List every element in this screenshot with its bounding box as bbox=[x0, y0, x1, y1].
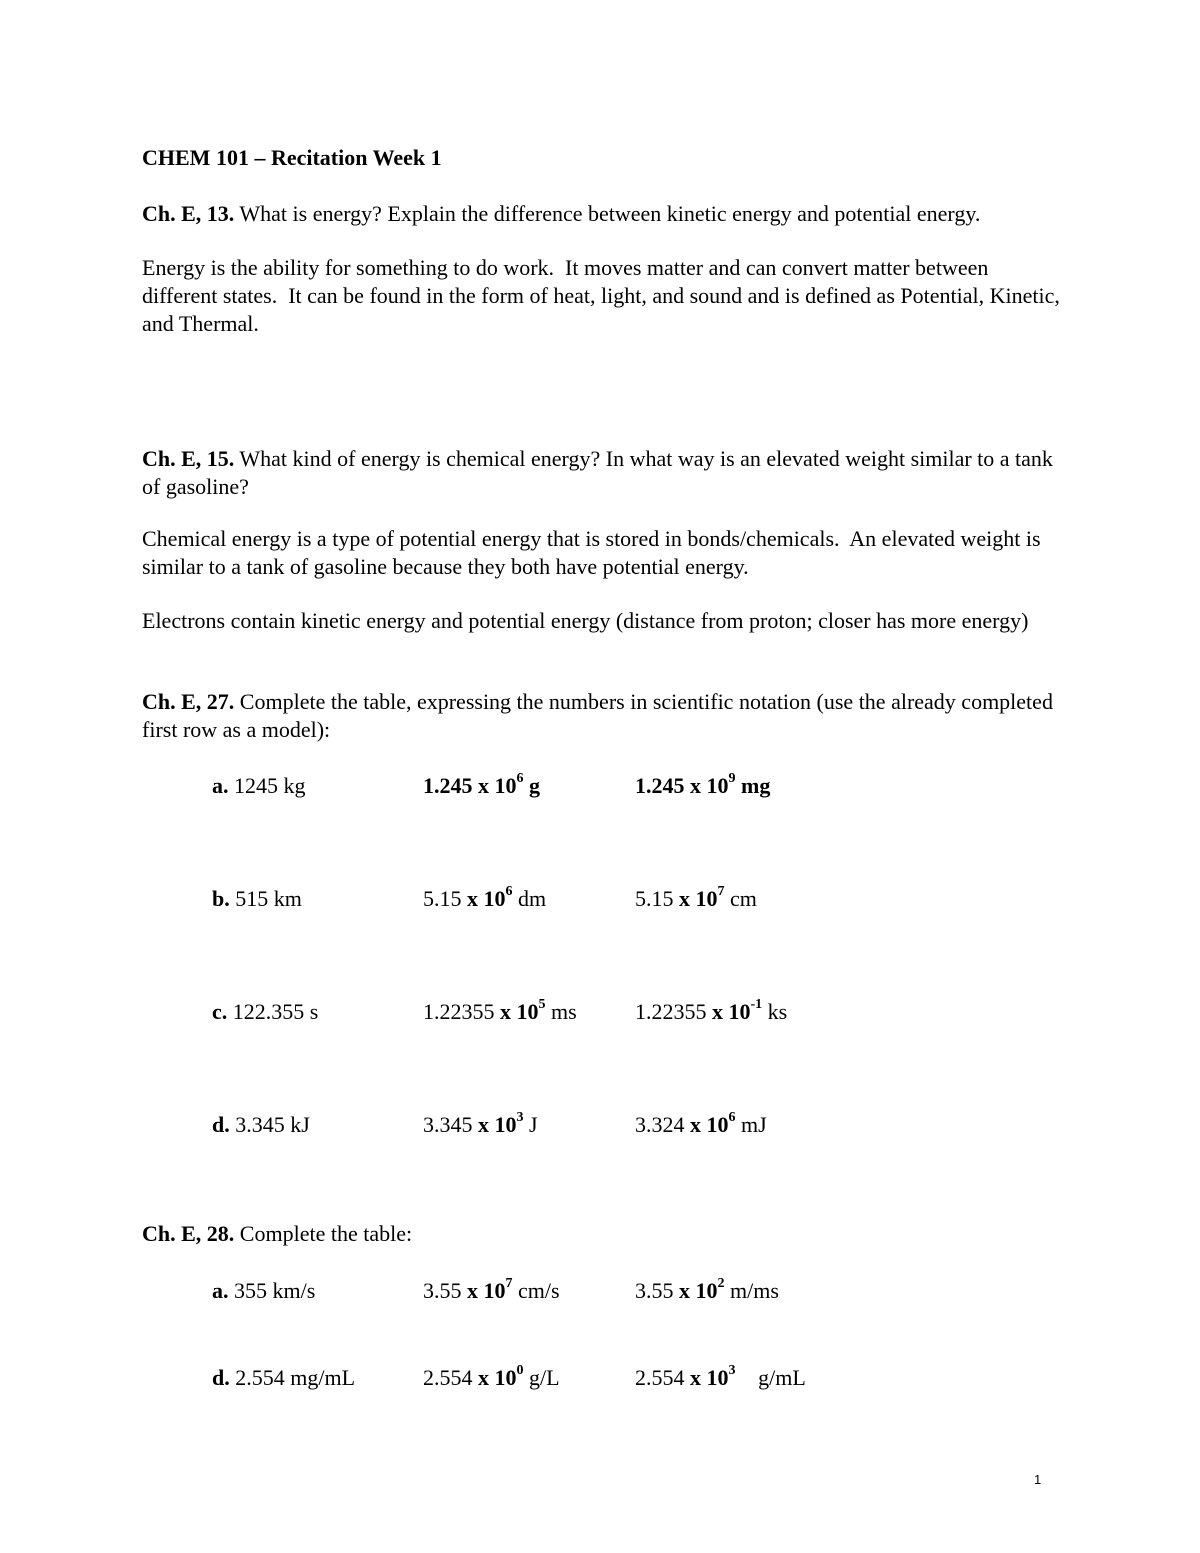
table-row bbox=[0, 1111, 1200, 1143]
times-sign: x bbox=[478, 773, 489, 798]
converted-value bbox=[635, 998, 787, 1026]
power-base: 10 bbox=[516, 999, 539, 1024]
converted-value bbox=[423, 1111, 538, 1139]
given-quantity bbox=[212, 1277, 315, 1305]
value-mantissa: 1.245 bbox=[423, 773, 473, 798]
value-mantissa: 3.55 bbox=[423, 1278, 462, 1303]
power-exponent: 3 bbox=[728, 1362, 736, 1378]
answer-15-part-2: Electrons contain kinetic energy and potential energy (distance from proton; closer has more energy) bbox=[142, 608, 1029, 633]
times-sign: x bbox=[712, 999, 723, 1024]
converted-value bbox=[635, 1364, 806, 1392]
times-sign: x bbox=[500, 999, 511, 1024]
answer-13: Energy is the ability for something to do work. It moves matter and can convert matter between different states. It can be found in the form of heat, light, and sound and is defined as Potential, Kinetic, and Thermal. bbox=[142, 255, 1066, 336]
row-letter: a. bbox=[212, 1278, 229, 1303]
value-unit: ms bbox=[551, 999, 577, 1024]
times-sign: x bbox=[690, 1365, 701, 1390]
question-28-label: Ch. E, 28. bbox=[142, 1221, 235, 1246]
converted-value bbox=[423, 1277, 560, 1305]
row-letter: c. bbox=[212, 999, 228, 1024]
value-unit: m/ms bbox=[730, 1278, 779, 1303]
question-27 bbox=[142, 688, 1062, 744]
power-base: 10 bbox=[494, 1365, 517, 1390]
value-mantissa: 2.554 bbox=[423, 1365, 473, 1390]
value-mantissa: 3.324 bbox=[635, 1112, 685, 1137]
value-mantissa: 3.55 bbox=[635, 1278, 674, 1303]
power-base: 10 bbox=[706, 773, 729, 798]
power-base: 10 bbox=[706, 1112, 729, 1137]
value-unit: ks bbox=[767, 999, 788, 1024]
value-unit: mJ bbox=[741, 1112, 767, 1137]
given-value: 355 km/s bbox=[234, 1278, 316, 1303]
converted-value bbox=[423, 998, 577, 1026]
times-sign: x bbox=[478, 1112, 489, 1137]
converted-value bbox=[635, 1111, 767, 1139]
power-exponent: 5 bbox=[538, 996, 546, 1012]
times-sign: x bbox=[690, 1112, 701, 1137]
question-15-text: What kind of energy is chemical energy? In what way is an elevated weight similar to a tank of gasoline? bbox=[142, 446, 1053, 499]
table-row bbox=[0, 998, 1200, 1030]
value-mantissa: 1.245 bbox=[635, 773, 685, 798]
power-exponent: 2 bbox=[717, 1275, 725, 1291]
value-unit: g bbox=[529, 773, 540, 798]
question-13-text: What is energy? Explain the difference between kinetic energy and potential energy. bbox=[239, 201, 981, 226]
row-letter: d. bbox=[212, 1112, 230, 1137]
value-mantissa: 5.15 bbox=[423, 886, 462, 911]
power-base: 10 bbox=[483, 1278, 506, 1303]
times-sign: x bbox=[467, 886, 478, 911]
power-base: 10 bbox=[494, 773, 517, 798]
converted-value bbox=[635, 885, 757, 913]
times-sign: x bbox=[679, 1278, 690, 1303]
converted-value bbox=[423, 885, 546, 913]
power-base: 10 bbox=[728, 999, 751, 1024]
times-sign: x bbox=[467, 1278, 478, 1303]
page-title: CHEM 101 – Recitation Week 1 bbox=[142, 145, 442, 170]
power-exponent: -1 bbox=[750, 996, 763, 1012]
power-base: 10 bbox=[695, 886, 718, 911]
value-mantissa: 1.22355 bbox=[423, 999, 495, 1024]
times-sign: x bbox=[478, 1365, 489, 1390]
value-unit: g/L bbox=[529, 1365, 560, 1390]
page-number: 1 bbox=[1034, 1472, 1042, 1487]
given-value: 515 km bbox=[235, 886, 302, 911]
power-exponent: 7 bbox=[505, 1275, 513, 1291]
value-unit: cm bbox=[730, 886, 757, 911]
value-unit: mg bbox=[741, 773, 771, 798]
question-27-label: Ch. E, 27. bbox=[142, 689, 235, 714]
row-letter: a. bbox=[212, 773, 229, 798]
times-sign: x bbox=[679, 886, 690, 911]
given-value: 1245 kg bbox=[234, 773, 306, 798]
power-exponent: 0 bbox=[516, 1362, 524, 1378]
given-quantity bbox=[212, 1111, 310, 1139]
given-quantity bbox=[212, 998, 318, 1026]
table-row bbox=[0, 885, 1200, 917]
question-15 bbox=[142, 445, 1062, 501]
given-value: 2.554 mg/mL bbox=[235, 1365, 356, 1390]
row-letter: b. bbox=[212, 886, 230, 911]
value-unit: cm/s bbox=[518, 1278, 560, 1303]
power-base: 10 bbox=[706, 1365, 729, 1390]
power-exponent: 3 bbox=[516, 1109, 524, 1125]
table-row bbox=[0, 772, 1200, 804]
converted-value bbox=[423, 772, 540, 800]
question-15-label: Ch. E, 15. bbox=[142, 446, 235, 471]
value-mantissa: 1.22355 bbox=[635, 999, 707, 1024]
given-quantity bbox=[212, 885, 302, 913]
table-row bbox=[0, 1364, 1200, 1396]
value-unit: J bbox=[529, 1112, 538, 1137]
value-unit: dm bbox=[518, 886, 547, 911]
question-28 bbox=[142, 1220, 1062, 1248]
power-exponent: 9 bbox=[728, 770, 736, 786]
given-value: 3.345 kJ bbox=[235, 1112, 310, 1137]
power-base: 10 bbox=[483, 886, 506, 911]
question-13 bbox=[142, 200, 1062, 228]
question-28-text: Complete the table: bbox=[239, 1221, 413, 1246]
converted-value bbox=[635, 1277, 779, 1305]
power-exponent: 6 bbox=[728, 1109, 736, 1125]
answer-15-part-1: Chemical energy is a type of potential energy that is stored in bonds/chemicals. An elevated weight is similar to a tank of gasoline because they both have potential energy. bbox=[142, 526, 1047, 579]
value-unit: g/mL bbox=[741, 1365, 789, 1390]
question-13-label: Ch. E, 13. bbox=[142, 201, 235, 226]
row-letter: d. bbox=[212, 1365, 230, 1390]
converted-value bbox=[635, 772, 770, 800]
power-exponent: 6 bbox=[505, 883, 513, 899]
power-base: 10 bbox=[695, 1278, 718, 1303]
given-quantity bbox=[212, 772, 306, 800]
converted-value bbox=[423, 1364, 560, 1392]
value-mantissa: 2.554 bbox=[635, 1365, 685, 1390]
given-quantity bbox=[212, 1364, 355, 1392]
value-mantissa: 5.15 bbox=[635, 886, 674, 911]
table-row bbox=[0, 1277, 1200, 1309]
power-exponent: 6 bbox=[516, 770, 524, 786]
value-mantissa: 3.345 bbox=[423, 1112, 473, 1137]
power-base: 10 bbox=[494, 1112, 517, 1137]
question-27-text: Complete the table, expressing the numbers in scientific notation (use the already completed first row as a model): bbox=[142, 689, 1053, 742]
power-exponent: 7 bbox=[717, 883, 725, 899]
times-sign: x bbox=[690, 773, 701, 798]
given-value: 122.355 s bbox=[232, 999, 319, 1024]
